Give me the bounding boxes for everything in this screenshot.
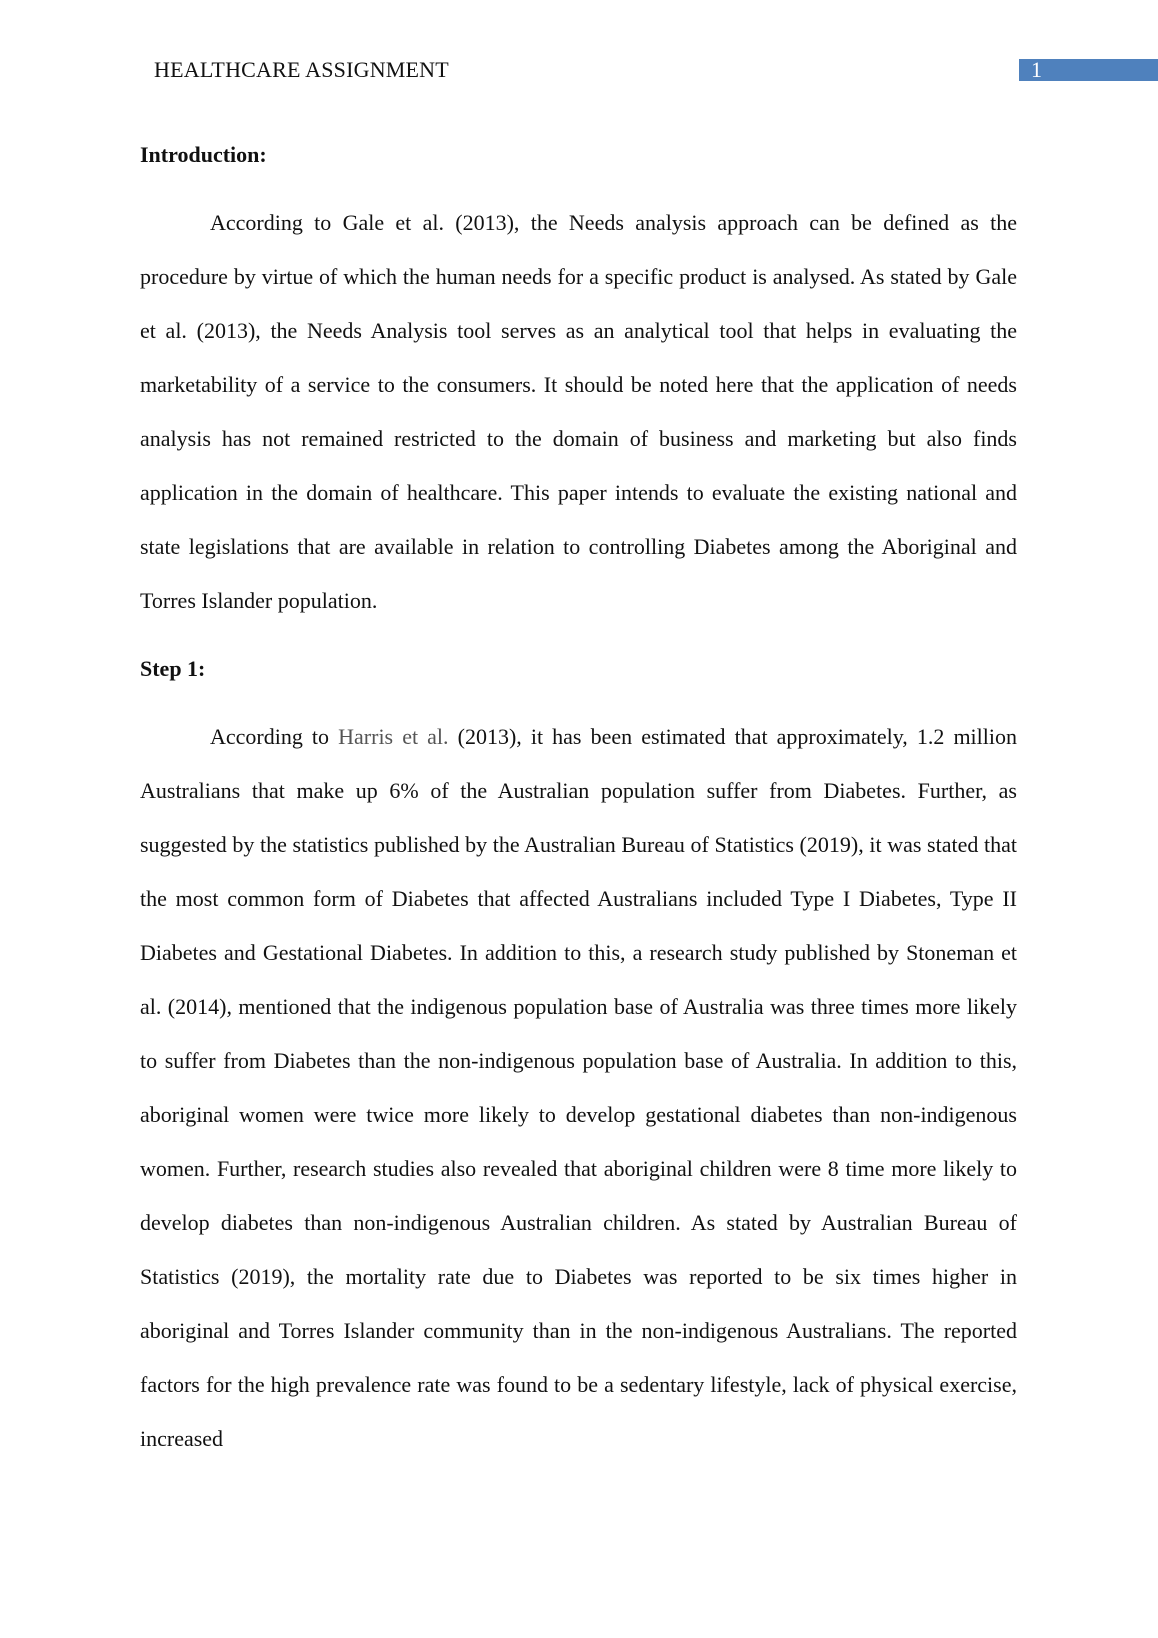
step1-lead: According to <box>210 724 339 749</box>
introduction-heading: Introduction: <box>140 142 267 167</box>
step1-paragraph-rest: (2013), it has been estimated that approximately, 1.2 million Australians that make up 6% of the Australian population suffer from Diabetes. Further, as suggested by the statistics published by the Australian Bureau of Statistics (2019), it was stated that the most common form of Diabetes that affected Australians included Type I Diabetes, Type II Diabetes and Gestational Diabetes. In addition to this, a research study published by Stoneman et al. (2014), mentioned that the indigenous population base of Australia was three times more likely to suffer from Diabetes than the non-indigenous population base of Australia. In addition to this, aboriginal women were twice more likely to develop gestational diabetes than non-indigenous women. Further, research studies also revealed that aboriginal children were 8 time more likely to develop diabetes than non-indigenous Australian children. As stated by Australian Bureau of Statistics (2019), the mortality rate due to Diabetes was reported to be six times higher in aboriginal and Torres Islander community than in the non-indigenous Australians. The reported factors for the high prevalence rate was found to be a sedentary lifestyle, lack of physical exercise, increased <box>140 724 1018 1451</box>
step1-paragraph <box>140 710 1017 1466</box>
header-title: HEALTHCARE ASSIGNMENT <box>154 57 449 82</box>
step1-heading: Step 1: <box>140 656 206 681</box>
document-body <box>140 128 1017 1466</box>
step1-citation: Harris et al. <box>338 724 449 749</box>
page-number: 1 <box>1031 57 1042 82</box>
page-header <box>0 56 1158 82</box>
introduction-paragraph: According to Gale et al. (2013), the Needs analysis approach can be defined as the procedure by virtue of which the human needs for a specific product is analysed. As stated by Gale et al. (2013), the Needs Analysis tool serves as an analytical tool that helps in evaluating the marketability of a service to the consumers. It should be noted here that the application of needs analysis has not remained restricted to the domain of business and marketing but also finds application in the domain of healthcare. This paper intends to evaluate the existing national and state legislations that are available in relation to controlling Diabetes among the Aboriginal and Torres Islander population. <box>140 210 1017 613</box>
page-number-box <box>1019 59 1158 81</box>
